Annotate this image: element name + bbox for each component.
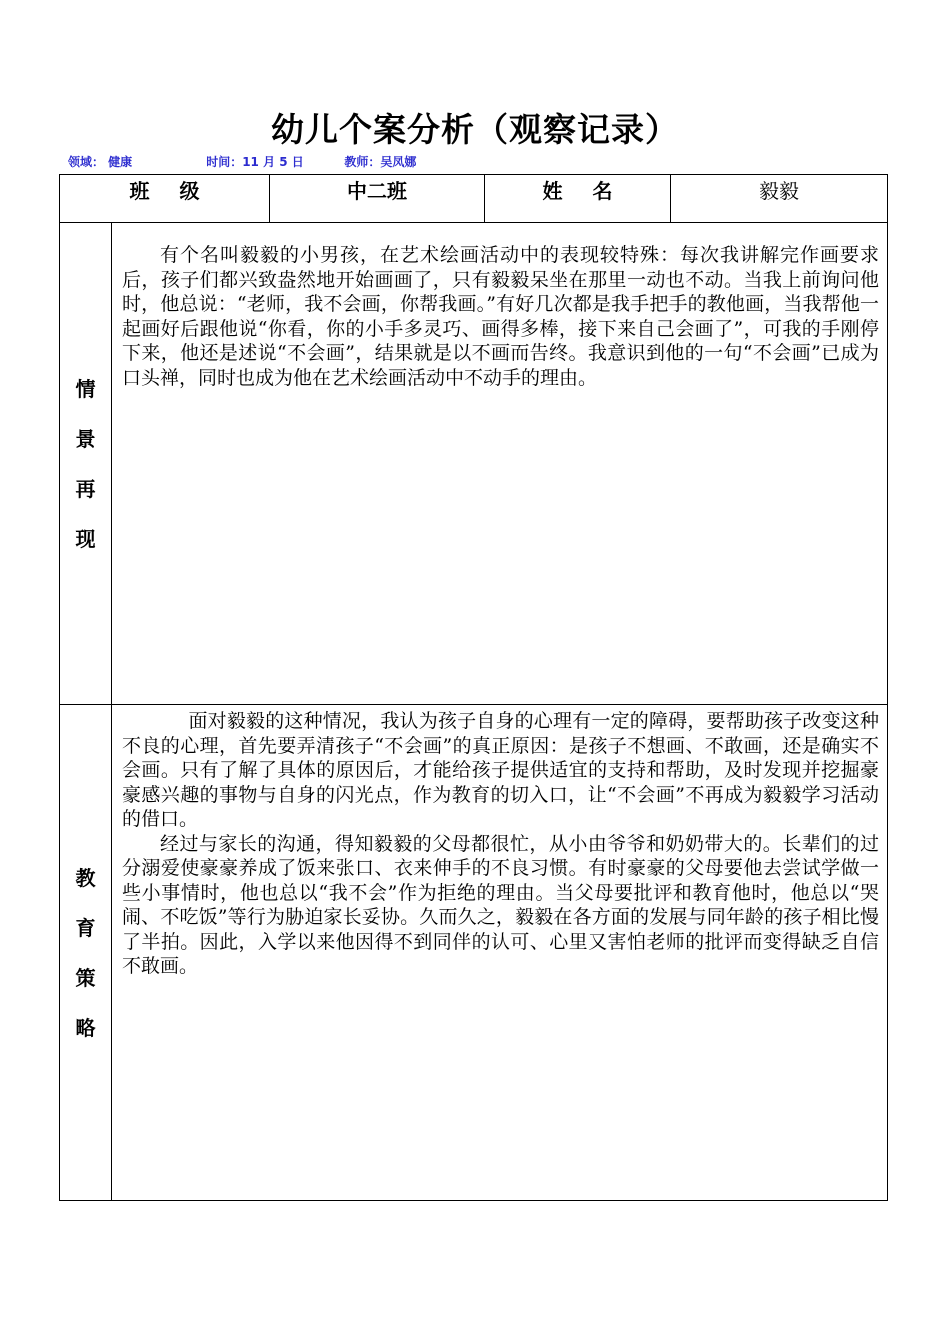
header-row — [60, 175, 888, 223]
strategy-paragraph: 面对毅毅的这种情况，我认为孩子自身的心理有一定的障碍，要帮助孩子改变这种不良的心理，首先要弄清孩子“不会画”的真正原因：是孩子不想画、不敢画，还是确实不会画。只有了解了具体的原因后，才能给孩子提供适宜的支持和帮助，及时发现并挖掘豪豪感兴趣的事物与自身的闪光点，作为教育的切入口，让“不会画”不再成为毅毅学习活动的借口。 — [122, 710, 879, 830]
scene-paragraph: 有个名叫毅毅的小男孩，在艺术绘画活动中的表现较特殊：每次我讲解完作画要求后，孩子们都兴致盎然地开始画画了，只有毅毅呆坐在那里一动也不动。当我上前询问他时，他总说：“老师，我不会画，你帮我画。”有好几次都是我手把手的教他画，当我帮他一起画好后跟他说“你看，你的小手多灵巧、画得多棒，接下来自己会画了”，可我的手刚停下来，他还是述说“不会画”，结果就是以不画而告终。我意识到他的一句“不会画”已成为口头禅，同时也成为他在艺术绘画活动中不动手的理由。 — [122, 244, 879, 389]
record-table — [59, 174, 888, 1201]
meta-domain: 领域： 健康 — [68, 155, 133, 169]
strategy-label-char: 略 — [75, 1015, 96, 1040]
strategy-label — [60, 705, 112, 1201]
strategy-label-char: 策 — [75, 965, 96, 990]
page-title: 幼儿个案分析（观察记录） — [271, 110, 679, 149]
class-label: 班级 — [60, 175, 270, 223]
meta-line — [68, 153, 416, 170]
strategy-label-char: 育 — [75, 915, 96, 940]
scene-label — [60, 223, 112, 705]
scene-label-char: 再 — [75, 476, 96, 501]
scene-label-char: 景 — [75, 426, 96, 451]
strategy-row — [60, 705, 888, 1201]
scene-label-char: 现 — [75, 526, 96, 551]
name-label: 姓名 — [485, 175, 671, 223]
name-value: 毅毅 — [671, 175, 888, 223]
strategy-paragraph: 经过与家长的沟通，得知毅毅的父母都很忙，从小由爷爷和奶奶带大的。长辈们的过分溺爱使豪豪养成了饭来张口、衣来伸手的不良习惯。有时豪豪的父母要他去尝试学做一些小事情时，他也总以“我不会”作为拒绝的理由。当父母要批评和教育他时，他总以“哭闹、不吃饭”等行为胁迫家长妥协。久而久之，毅毅在各方面的发展与同年龄的孩子相比慢了半拍。因此，入学以来他因得不到同伴的认可、心里又害怕老师的批评而变得缺乏自信不敢画。 — [122, 832, 879, 977]
scene-label-char: 情 — [75, 376, 96, 401]
meta-teacher: 教师：吴凤娜 — [344, 155, 417, 169]
strategy-content — [112, 705, 888, 1201]
scene-content — [112, 223, 888, 705]
class-value: 中二班 — [270, 175, 485, 223]
scene-row — [60, 223, 888, 705]
strategy-label-char: 教 — [75, 865, 96, 890]
meta-time: 时间：11 月 5 日 — [206, 155, 304, 169]
